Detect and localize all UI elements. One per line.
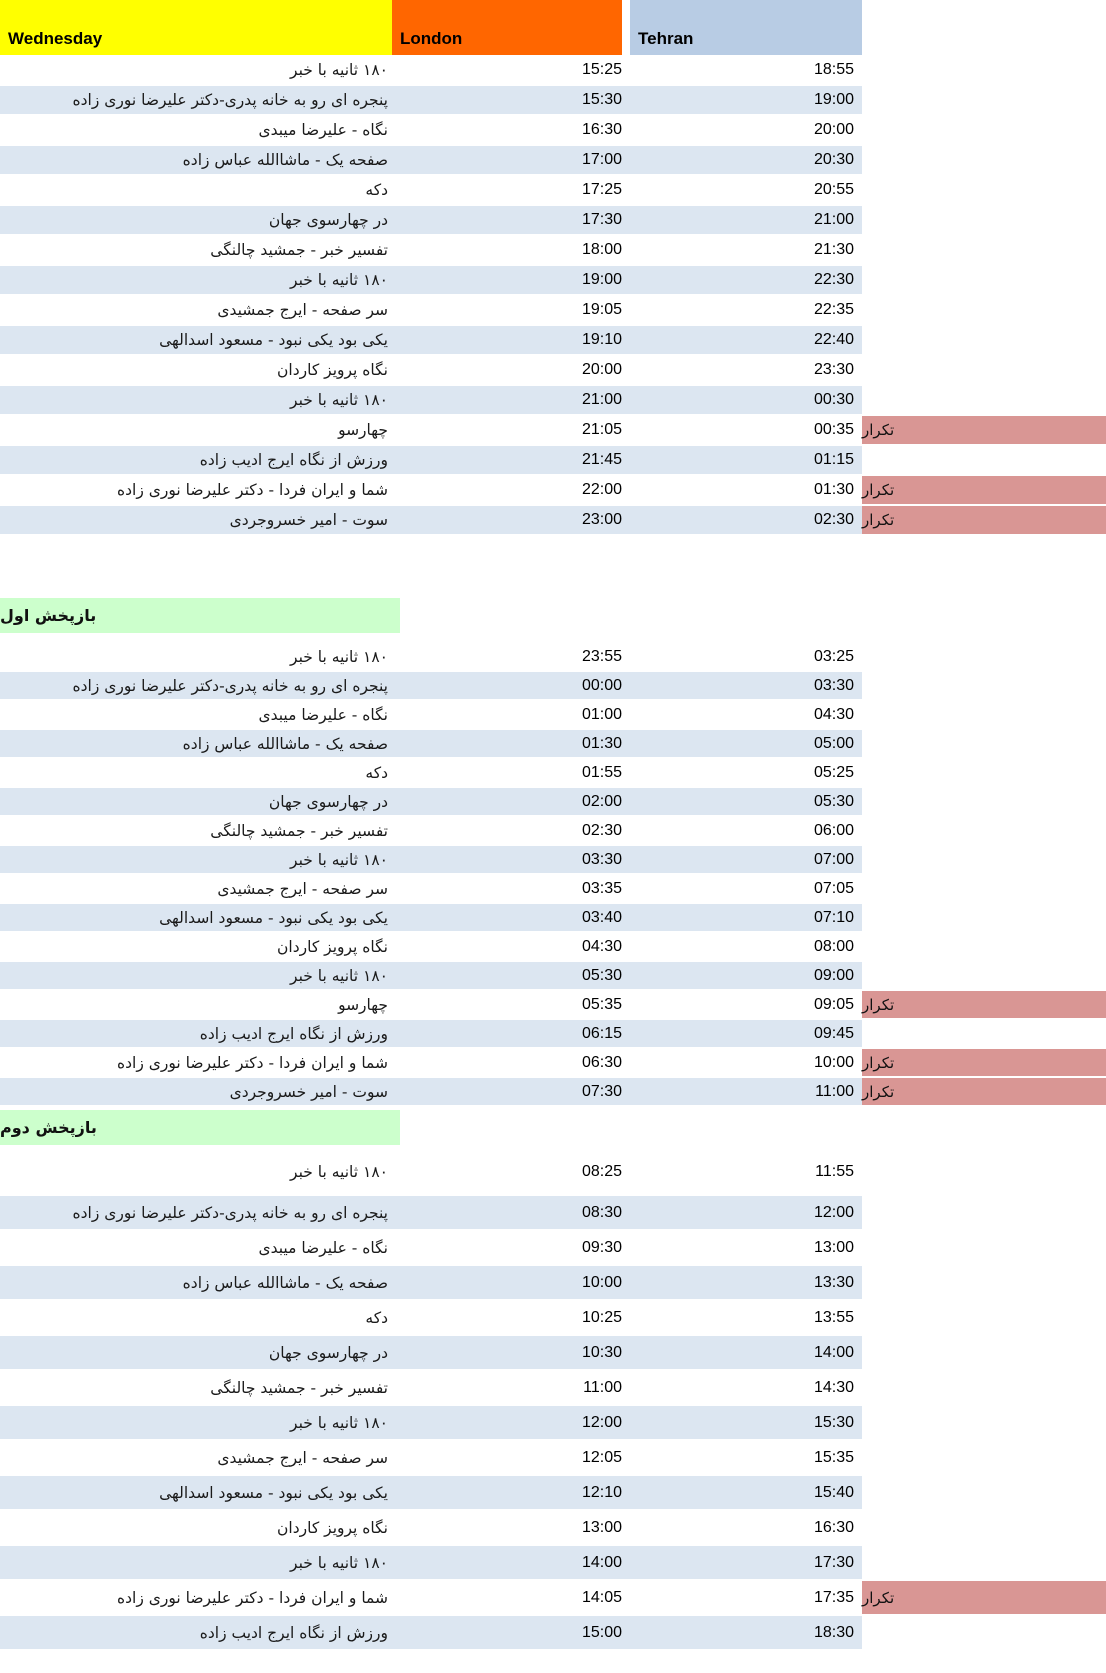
tehran-time-cell: 07:00 bbox=[630, 845, 862, 874]
tehran-time-cell: 23:30 bbox=[630, 355, 862, 385]
london-time-cell: 03:40 bbox=[392, 903, 630, 932]
program-name-cell: در چهارسوی جهان bbox=[0, 1335, 392, 1370]
tehran-time-cell: 03:25 bbox=[630, 642, 862, 671]
schedule-row bbox=[0, 816, 1106, 845]
header-gap bbox=[622, 0, 630, 55]
london-time-cell: 16:30 bbox=[392, 115, 630, 145]
schedule-row bbox=[0, 787, 1106, 816]
schedule-row bbox=[0, 1300, 1106, 1335]
tehran-time-cell: 15:40 bbox=[630, 1475, 862, 1510]
schedule-row bbox=[0, 874, 1106, 903]
program-name-cell: سوت - امیر خسروجردی bbox=[0, 505, 392, 535]
london-time-cell: 19:05 bbox=[392, 295, 630, 325]
schedule-row bbox=[0, 1149, 1106, 1195]
repeat-cell-empty bbox=[862, 1371, 1106, 1404]
repeat-cell-empty bbox=[862, 1266, 1106, 1299]
tehran-time-cell: 15:35 bbox=[630, 1440, 862, 1475]
repeat-cell-empty bbox=[862, 1301, 1106, 1334]
london-time-cell: 05:30 bbox=[392, 961, 630, 990]
program-name-cell: نگاه پرویز کاردان bbox=[0, 932, 392, 961]
tehran-time-cell: 17:35 bbox=[630, 1580, 862, 1615]
tehran-time-cell: 10:00 bbox=[630, 1048, 862, 1077]
schedule-row bbox=[0, 1370, 1106, 1405]
program-name-cell: سر صفحه - ایرج جمشیدی bbox=[0, 295, 392, 325]
program-name-cell: نگاه - علیرضا میبدی bbox=[0, 700, 392, 729]
program-name-cell: چهارسو bbox=[0, 415, 392, 445]
program-name-cell: دکه bbox=[0, 1300, 392, 1335]
schedule-table-body bbox=[0, 55, 1106, 1650]
repeat-cell-empty bbox=[862, 1406, 1106, 1439]
repeat-cell-empty bbox=[862, 1150, 1106, 1194]
tehran-time-cell: 11:55 bbox=[630, 1149, 862, 1195]
program-name-cell: صفحه یک - ماشاالله عباس زاده bbox=[0, 145, 392, 175]
program-name-cell: نگاه - علیرضا میبدی bbox=[0, 115, 392, 145]
schedule-row bbox=[0, 475, 1106, 505]
london-time-cell: 14:05 bbox=[392, 1580, 630, 1615]
tehran-time-cell: 22:35 bbox=[630, 295, 862, 325]
schedule-row bbox=[0, 1580, 1106, 1615]
repeat-cell-empty bbox=[862, 116, 1106, 144]
repeat-cell-empty bbox=[862, 817, 1106, 844]
program-name-cell: تفسیر خبر - جمشید چالنگی bbox=[0, 235, 392, 265]
program-name-cell: ورزش از نگاه ایرج ادیب زاده bbox=[0, 1019, 392, 1048]
program-name-cell: ۱۸۰ ثانیه با خبر bbox=[0, 1405, 392, 1440]
program-name-cell: پنجره ای رو به خانه پدری-دکتر علیرضا نوری زاده bbox=[0, 671, 392, 700]
section-title-label: بازپخش دوم bbox=[0, 1118, 97, 1137]
schedule-row bbox=[0, 1475, 1106, 1510]
section-title-rerun-second bbox=[0, 1110, 400, 1145]
london-time-cell: 10:00 bbox=[392, 1265, 630, 1300]
schedule-row bbox=[0, 758, 1106, 787]
program-name-cell: ۱۸۰ ثانیه با خبر bbox=[0, 845, 392, 874]
program-name-cell: نگاه - علیرضا میبدی bbox=[0, 1230, 392, 1265]
london-time-cell: 21:45 bbox=[392, 445, 630, 475]
london-time-cell: 01:55 bbox=[392, 758, 630, 787]
repeat-badge: تکرار bbox=[862, 476, 1106, 504]
schedule-row bbox=[0, 205, 1106, 235]
tehran-time-cell: 13:55 bbox=[630, 1300, 862, 1335]
tehran-time-cell: 04:30 bbox=[630, 700, 862, 729]
repeat-cell-empty bbox=[862, 236, 1106, 264]
london-time-cell: 02:00 bbox=[392, 787, 630, 816]
repeat-cell-empty bbox=[862, 206, 1106, 234]
repeat-cell-empty bbox=[862, 1441, 1106, 1474]
tehran-time-cell: 14:30 bbox=[630, 1370, 862, 1405]
repeat-cell-empty bbox=[862, 146, 1106, 174]
london-time-cell: 02:30 bbox=[392, 816, 630, 845]
tehran-time-cell: 19:00 bbox=[630, 85, 862, 115]
repeat-badge: تکرار bbox=[862, 1049, 1106, 1076]
london-time-cell: 18:00 bbox=[392, 235, 630, 265]
program-name-cell: نگاه پرویز کاردان bbox=[0, 355, 392, 385]
program-name-cell: نگاه پرویز کاردان bbox=[0, 1510, 392, 1545]
program-name-cell: ۱۸۰ ثانیه با خبر bbox=[0, 55, 392, 85]
london-time-cell: 21:05 bbox=[392, 415, 630, 445]
tehran-time-cell: 09:00 bbox=[630, 961, 862, 990]
london-time-cell: 19:10 bbox=[392, 325, 630, 355]
london-time-cell: 19:00 bbox=[392, 265, 630, 295]
program-name-cell: شما و ایران فردا - دکتر علیرضا نوری زاده bbox=[0, 475, 392, 505]
london-time-cell: 05:35 bbox=[392, 990, 630, 1019]
schedule-row bbox=[0, 1615, 1106, 1650]
london-time-cell: 04:30 bbox=[392, 932, 630, 961]
program-name-cell: سر صفحه - ایرج جمشیدی bbox=[0, 874, 392, 903]
tehran-time-cell: 16:30 bbox=[630, 1510, 862, 1545]
schedule-row bbox=[0, 325, 1106, 355]
schedule-row bbox=[0, 642, 1106, 671]
london-header-cell: London bbox=[392, 0, 622, 55]
london-time-cell: 12:10 bbox=[392, 1475, 630, 1510]
tehran-time-cell: 00:35 bbox=[630, 415, 862, 445]
program-name-cell: صفحه یک - ماشاالله عباس زاده bbox=[0, 729, 392, 758]
repeat-badge: تکرار bbox=[862, 416, 1106, 444]
repeat-cell-empty bbox=[862, 86, 1106, 114]
tehran-time-cell: 18:30 bbox=[630, 1615, 862, 1650]
repeat-cell-empty bbox=[862, 643, 1106, 670]
program-name-cell: ۱۸۰ ثانیه با خبر bbox=[0, 385, 392, 415]
tehran-time-cell: 13:00 bbox=[630, 1230, 862, 1265]
program-name-cell: یکی بود یکی نبود - مسعود اسدالهی bbox=[0, 325, 392, 355]
schedule-row bbox=[0, 85, 1106, 115]
program-name-cell: ورزش از نگاه ایرج ادیب زاده bbox=[0, 445, 392, 475]
repeat-cell-empty bbox=[862, 1476, 1106, 1509]
repeat-cell-empty bbox=[862, 730, 1106, 757]
london-time-cell: 21:00 bbox=[392, 385, 630, 415]
schedule-row bbox=[0, 1077, 1106, 1106]
schedule-row bbox=[0, 1405, 1106, 1440]
schedule-row bbox=[0, 265, 1106, 295]
tehran-time-cell: 05:00 bbox=[630, 729, 862, 758]
section-title-rerun-first bbox=[0, 598, 400, 633]
tehran-time-cell: 05:25 bbox=[630, 758, 862, 787]
tehran-time-cell: 21:30 bbox=[630, 235, 862, 265]
program-name-cell: تفسیر خبر - جمشید چالنگی bbox=[0, 1370, 392, 1405]
tehran-time-cell: 21:00 bbox=[630, 205, 862, 235]
schedule-row bbox=[0, 671, 1106, 700]
tehran-time-cell: 17:30 bbox=[630, 1545, 862, 1580]
tehran-time-cell: 05:30 bbox=[630, 787, 862, 816]
repeat-cell-empty bbox=[862, 296, 1106, 324]
london-time-cell: 17:25 bbox=[392, 175, 630, 205]
tehran-time-cell: 07:10 bbox=[630, 903, 862, 932]
schedule-row bbox=[0, 505, 1106, 535]
tehran-time-cell: 12:00 bbox=[630, 1195, 862, 1230]
london-time-cell: 08:30 bbox=[392, 1195, 630, 1230]
london-time-cell: 13:00 bbox=[392, 1510, 630, 1545]
tehran-time-cell: 01:30 bbox=[630, 475, 862, 505]
tehran-time-cell: 20:00 bbox=[630, 115, 862, 145]
repeat-cell-empty bbox=[862, 1546, 1106, 1579]
london-time-cell: 07:30 bbox=[392, 1077, 630, 1106]
tehran-time-cell: 01:15 bbox=[630, 445, 862, 475]
schedule-row bbox=[0, 1335, 1106, 1370]
schedule-row bbox=[0, 355, 1106, 385]
program-name-cell: ۱۸۰ ثانیه با خبر bbox=[0, 1149, 392, 1195]
tehran-time-cell: 18:55 bbox=[630, 55, 862, 85]
london-time-cell: 20:00 bbox=[392, 355, 630, 385]
repeat-cell-empty bbox=[862, 1231, 1106, 1264]
repeat-cell-empty bbox=[862, 933, 1106, 960]
schedule-row bbox=[0, 932, 1106, 961]
london-time-cell: 12:00 bbox=[392, 1405, 630, 1440]
repeat-cell-empty bbox=[862, 446, 1106, 474]
program-name-cell: در چهارسوی جهان bbox=[0, 205, 392, 235]
header-right-blank bbox=[862, 0, 1106, 55]
tehran-header-cell: Tehran bbox=[630, 0, 862, 55]
program-name-cell: چهارسو bbox=[0, 990, 392, 1019]
schedule-row bbox=[0, 1230, 1106, 1265]
schedule-row bbox=[0, 175, 1106, 205]
london-time-cell: 15:25 bbox=[392, 55, 630, 85]
program-name-cell: صفحه یک - ماشاالله عباس زاده bbox=[0, 1265, 392, 1300]
schedule-row bbox=[0, 990, 1106, 1019]
london-time-cell: 17:00 bbox=[392, 145, 630, 175]
schedule-row bbox=[0, 729, 1106, 758]
repeat-badge: تکرار bbox=[862, 1581, 1106, 1614]
day-header-cell: Wednesday bbox=[0, 0, 392, 55]
london-time-cell: 15:00 bbox=[392, 1615, 630, 1650]
schedule-row bbox=[0, 385, 1106, 415]
repeat-cell-empty bbox=[862, 701, 1106, 728]
repeat-cell-empty bbox=[862, 56, 1106, 84]
tehran-time-cell: 20:30 bbox=[630, 145, 862, 175]
london-time-cell: 06:15 bbox=[392, 1019, 630, 1048]
repeat-cell-empty bbox=[862, 1616, 1106, 1649]
london-time-cell: 06:30 bbox=[392, 1048, 630, 1077]
london-time-cell: 08:25 bbox=[392, 1149, 630, 1195]
london-time-cell: 10:30 bbox=[392, 1335, 630, 1370]
program-name-cell: ۱۸۰ ثانیه با خبر bbox=[0, 961, 392, 990]
schedule-row bbox=[0, 1195, 1106, 1230]
tehran-time-cell: 09:05 bbox=[630, 990, 862, 1019]
program-name-cell: یکی بود یکی نبود - مسعود اسدالهی bbox=[0, 903, 392, 932]
tehran-time-cell: 03:30 bbox=[630, 671, 862, 700]
repeat-cell-empty bbox=[862, 1020, 1106, 1047]
tehran-time-cell: 11:00 bbox=[630, 1077, 862, 1106]
repeat-badge: تکرار bbox=[862, 506, 1106, 534]
repeat-cell-empty bbox=[862, 672, 1106, 699]
repeat-cell-empty bbox=[862, 846, 1106, 873]
repeat-badge: تکرار bbox=[862, 1078, 1106, 1105]
london-time-cell: 01:00 bbox=[392, 700, 630, 729]
program-name-cell: یکی بود یکی نبود - مسعود اسدالهی bbox=[0, 1475, 392, 1510]
repeat-cell-empty bbox=[862, 386, 1106, 414]
tehran-time-cell: 13:30 bbox=[630, 1265, 862, 1300]
program-name-cell: ۱۸۰ ثانیه با خبر bbox=[0, 265, 392, 295]
repeat-cell-empty bbox=[862, 356, 1106, 384]
schedule-row bbox=[0, 700, 1106, 729]
schedule-row bbox=[0, 961, 1106, 990]
tehran-time-cell: 20:55 bbox=[630, 175, 862, 205]
repeat-cell-empty bbox=[862, 962, 1106, 989]
london-time-cell: 11:00 bbox=[392, 1370, 630, 1405]
schedule-row bbox=[0, 145, 1106, 175]
tehran-time-cell: 00:30 bbox=[630, 385, 862, 415]
repeat-cell-empty bbox=[862, 1511, 1106, 1544]
repeat-cell-empty bbox=[862, 1336, 1106, 1369]
schedule-row bbox=[0, 115, 1106, 145]
repeat-cell-empty bbox=[862, 904, 1106, 931]
repeat-cell-empty bbox=[862, 326, 1106, 354]
tehran-time-cell: 02:30 bbox=[630, 505, 862, 535]
london-time-cell: 14:00 bbox=[392, 1545, 630, 1580]
schedule-row bbox=[0, 903, 1106, 932]
program-name-cell: سر صفحه - ایرج جمشیدی bbox=[0, 1440, 392, 1475]
london-time-cell: 03:35 bbox=[392, 874, 630, 903]
london-time-cell: 17:30 bbox=[392, 205, 630, 235]
program-name-cell: دکه bbox=[0, 758, 392, 787]
schedule-row bbox=[0, 1048, 1106, 1077]
london-time-cell: 09:30 bbox=[392, 1230, 630, 1265]
program-name-cell: سوت - امیر خسروجردی bbox=[0, 1077, 392, 1106]
repeat-badge: تکرار bbox=[862, 991, 1106, 1018]
schedule-row bbox=[0, 55, 1106, 85]
london-time-cell: 01:30 bbox=[392, 729, 630, 758]
tehran-time-cell: 14:00 bbox=[630, 1335, 862, 1370]
london-time-cell: 23:55 bbox=[392, 642, 630, 671]
schedule-row bbox=[0, 1545, 1106, 1580]
program-name-cell: ورزش از نگاه ایرج ادیب زاده bbox=[0, 1615, 392, 1650]
schedule-row bbox=[0, 415, 1106, 445]
repeat-cell-empty bbox=[862, 1196, 1106, 1229]
program-name-cell: شما و ایران فردا - دکتر علیرضا نوری زاده bbox=[0, 1580, 392, 1615]
tehran-time-cell: 22:40 bbox=[630, 325, 862, 355]
program-name-cell: در چهارسوی جهان bbox=[0, 787, 392, 816]
london-time-cell: 12:05 bbox=[392, 1440, 630, 1475]
tehran-time-cell: 08:00 bbox=[630, 932, 862, 961]
program-name-cell: شما و ایران فردا - دکتر علیرضا نوری زاده bbox=[0, 1048, 392, 1077]
london-time-cell: 00:00 bbox=[392, 671, 630, 700]
repeat-cell-empty bbox=[862, 266, 1106, 294]
london-time-cell: 22:00 bbox=[392, 475, 630, 505]
london-time-cell: 10:25 bbox=[392, 1300, 630, 1335]
repeat-cell-empty bbox=[862, 176, 1106, 204]
repeat-cell-empty bbox=[862, 875, 1106, 902]
table-header-row bbox=[0, 0, 1106, 55]
london-time-cell: 23:00 bbox=[392, 505, 630, 535]
schedule-row bbox=[0, 295, 1106, 325]
tehran-time-cell: 06:00 bbox=[630, 816, 862, 845]
tehran-time-cell: 15:30 bbox=[630, 1405, 862, 1440]
schedule-row bbox=[0, 1265, 1106, 1300]
program-name-cell: دکه bbox=[0, 175, 392, 205]
tehran-time-cell: 22:30 bbox=[630, 265, 862, 295]
schedule-row bbox=[0, 1440, 1106, 1475]
schedule-row bbox=[0, 1019, 1106, 1048]
london-time-cell: 15:30 bbox=[392, 85, 630, 115]
repeat-cell-empty bbox=[862, 788, 1106, 815]
program-name-cell: تفسیر خبر - جمشید چالنگی bbox=[0, 816, 392, 845]
tehran-time-cell: 09:45 bbox=[630, 1019, 862, 1048]
london-time-cell: 03:30 bbox=[392, 845, 630, 874]
program-name-cell: ۱۸۰ ثانیه با خبر bbox=[0, 642, 392, 671]
repeat-cell-empty bbox=[862, 759, 1106, 786]
section-title-label: بازپخش اول bbox=[0, 606, 97, 625]
schedule-row bbox=[0, 845, 1106, 874]
schedule-row bbox=[0, 1510, 1106, 1545]
schedule-row bbox=[0, 445, 1106, 475]
program-name-cell: پنجره ای رو به خانه پدری-دکتر علیرضا نوری زاده bbox=[0, 1195, 392, 1230]
program-name-cell: ۱۸۰ ثانیه با خبر bbox=[0, 1545, 392, 1580]
tehran-time-cell: 07:05 bbox=[630, 874, 862, 903]
schedule-row bbox=[0, 235, 1106, 265]
program-name-cell: پنجره ای رو به خانه پدری-دکتر علیرضا نوری زاده bbox=[0, 85, 392, 115]
